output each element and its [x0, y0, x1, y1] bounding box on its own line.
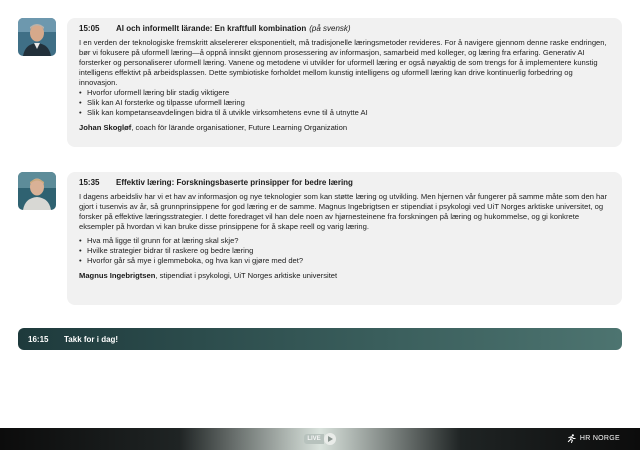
- speaker-photo-johan: [18, 18, 56, 56]
- brand-name: HR NORGE: [579, 435, 620, 442]
- bullet-item: • Slik kan kompetanseavdelingen bidra til å utvikle virksomhetens evne til å utnytte AI: [79, 108, 610, 118]
- closing-bar: [18, 328, 622, 350]
- footer-bar: [0, 428, 640, 450]
- speaker-role: , stipendiat i psykologi, UiT Norges arktiske universitet: [155, 271, 338, 280]
- session-header: [79, 178, 610, 187]
- session-title: Effektiv læring: Forskningsbaserte prinsipper for bedre læring: [116, 178, 353, 187]
- closing-time: 16:15: [28, 334, 49, 344]
- session-card: [67, 18, 622, 147]
- closing-label: Takk for i dag!: [64, 334, 119, 344]
- bullet-item: • Slik kan AI forsterke og tilpasse uformell læring: [79, 98, 610, 108]
- speaker-line: [79, 271, 610, 280]
- live-badge[interactable]: [304, 433, 335, 445]
- session-description: I en verden der teknologiske fremskritt akselererer eksponentielt, må tradisjonelle læringsmetoder revideres. For å navigere gjennom denne raske endringen, bør vi fokusere på uformell læring—å oppnå innsikt gjennom prosessering av informasjon, samarbeid med kolleger, og læring fra erfaring. Generativ AI forsterker og personaliserer uformell læring. Vanene og metodene vi utvikler for uformell læring er også nøyaktig de som trengs for å implementere kunstig intelligens effektivt på arbeidsplassen. Dette symbiotiske forholdet mellom kunstig intelligens og uformell læring kan drive kontinuerlig forbedring og innovasjon.: [79, 38, 607, 87]
- bullet-item: • Hvorfor uformell læring blir stadig viktigere: [79, 88, 610, 98]
- session-header: [79, 24, 610, 33]
- session-subtitle: (på svensk): [309, 24, 351, 33]
- brand-logo: [567, 434, 620, 443]
- session-card: [67, 172, 622, 305]
- speaker-name: Johan Skogløf: [79, 123, 132, 132]
- session-title: AI och informellt lärande: En kraftfull kombination: [116, 24, 307, 33]
- speaker-line: [79, 123, 610, 132]
- session-2: [18, 172, 622, 305]
- session-bullets: [79, 88, 610, 118]
- bullet-item: • Hva må ligge til grunn for at læring skal skje?: [79, 236, 610, 246]
- bullet-item: • Hvorfor går så mye i glemmeboka, og hva kan vi gjøre med det?: [79, 256, 610, 266]
- speaker-name: Magnus Ingebrigtsen: [79, 271, 156, 280]
- session-time: 15:35: [79, 178, 100, 187]
- speaker-role: , coach för lärande organisationer, Future Learning Organization: [131, 123, 348, 132]
- speaker-photo-magnus: [18, 172, 56, 210]
- live-label: LIVE: [304, 434, 323, 444]
- session-time: 15:05: [79, 24, 100, 33]
- session-1: [18, 18, 622, 147]
- bullet-item: • Hvilke strategier bidrar til raskere og bedre læring: [79, 246, 610, 256]
- session-bullets: [79, 236, 610, 266]
- play-icon[interactable]: [324, 433, 336, 445]
- runner-icon: [567, 434, 576, 443]
- session-description: I dagens arbeidsliv har vi et hav av informasjon og nye teknologier som kan støtte læring og utvikling. Men hjernen vår fungerer på samme måte som den har gjort i tusenvis av år, så grunnprinsippene for god læring er de samme. Magnus Ingebrigtsen er stipendiat i psykologi ved UiT Norges arktiske universitet, og forsker på effektive læringsstrategier. I dette foredraget vil han dele noen av hjørnesteinene fra forskningen på læring og hukommelse, og gi konkrete eksempler på hvordan vi kan bruke disse prinsippene for å skape reell og varig læring.: [79, 192, 608, 231]
